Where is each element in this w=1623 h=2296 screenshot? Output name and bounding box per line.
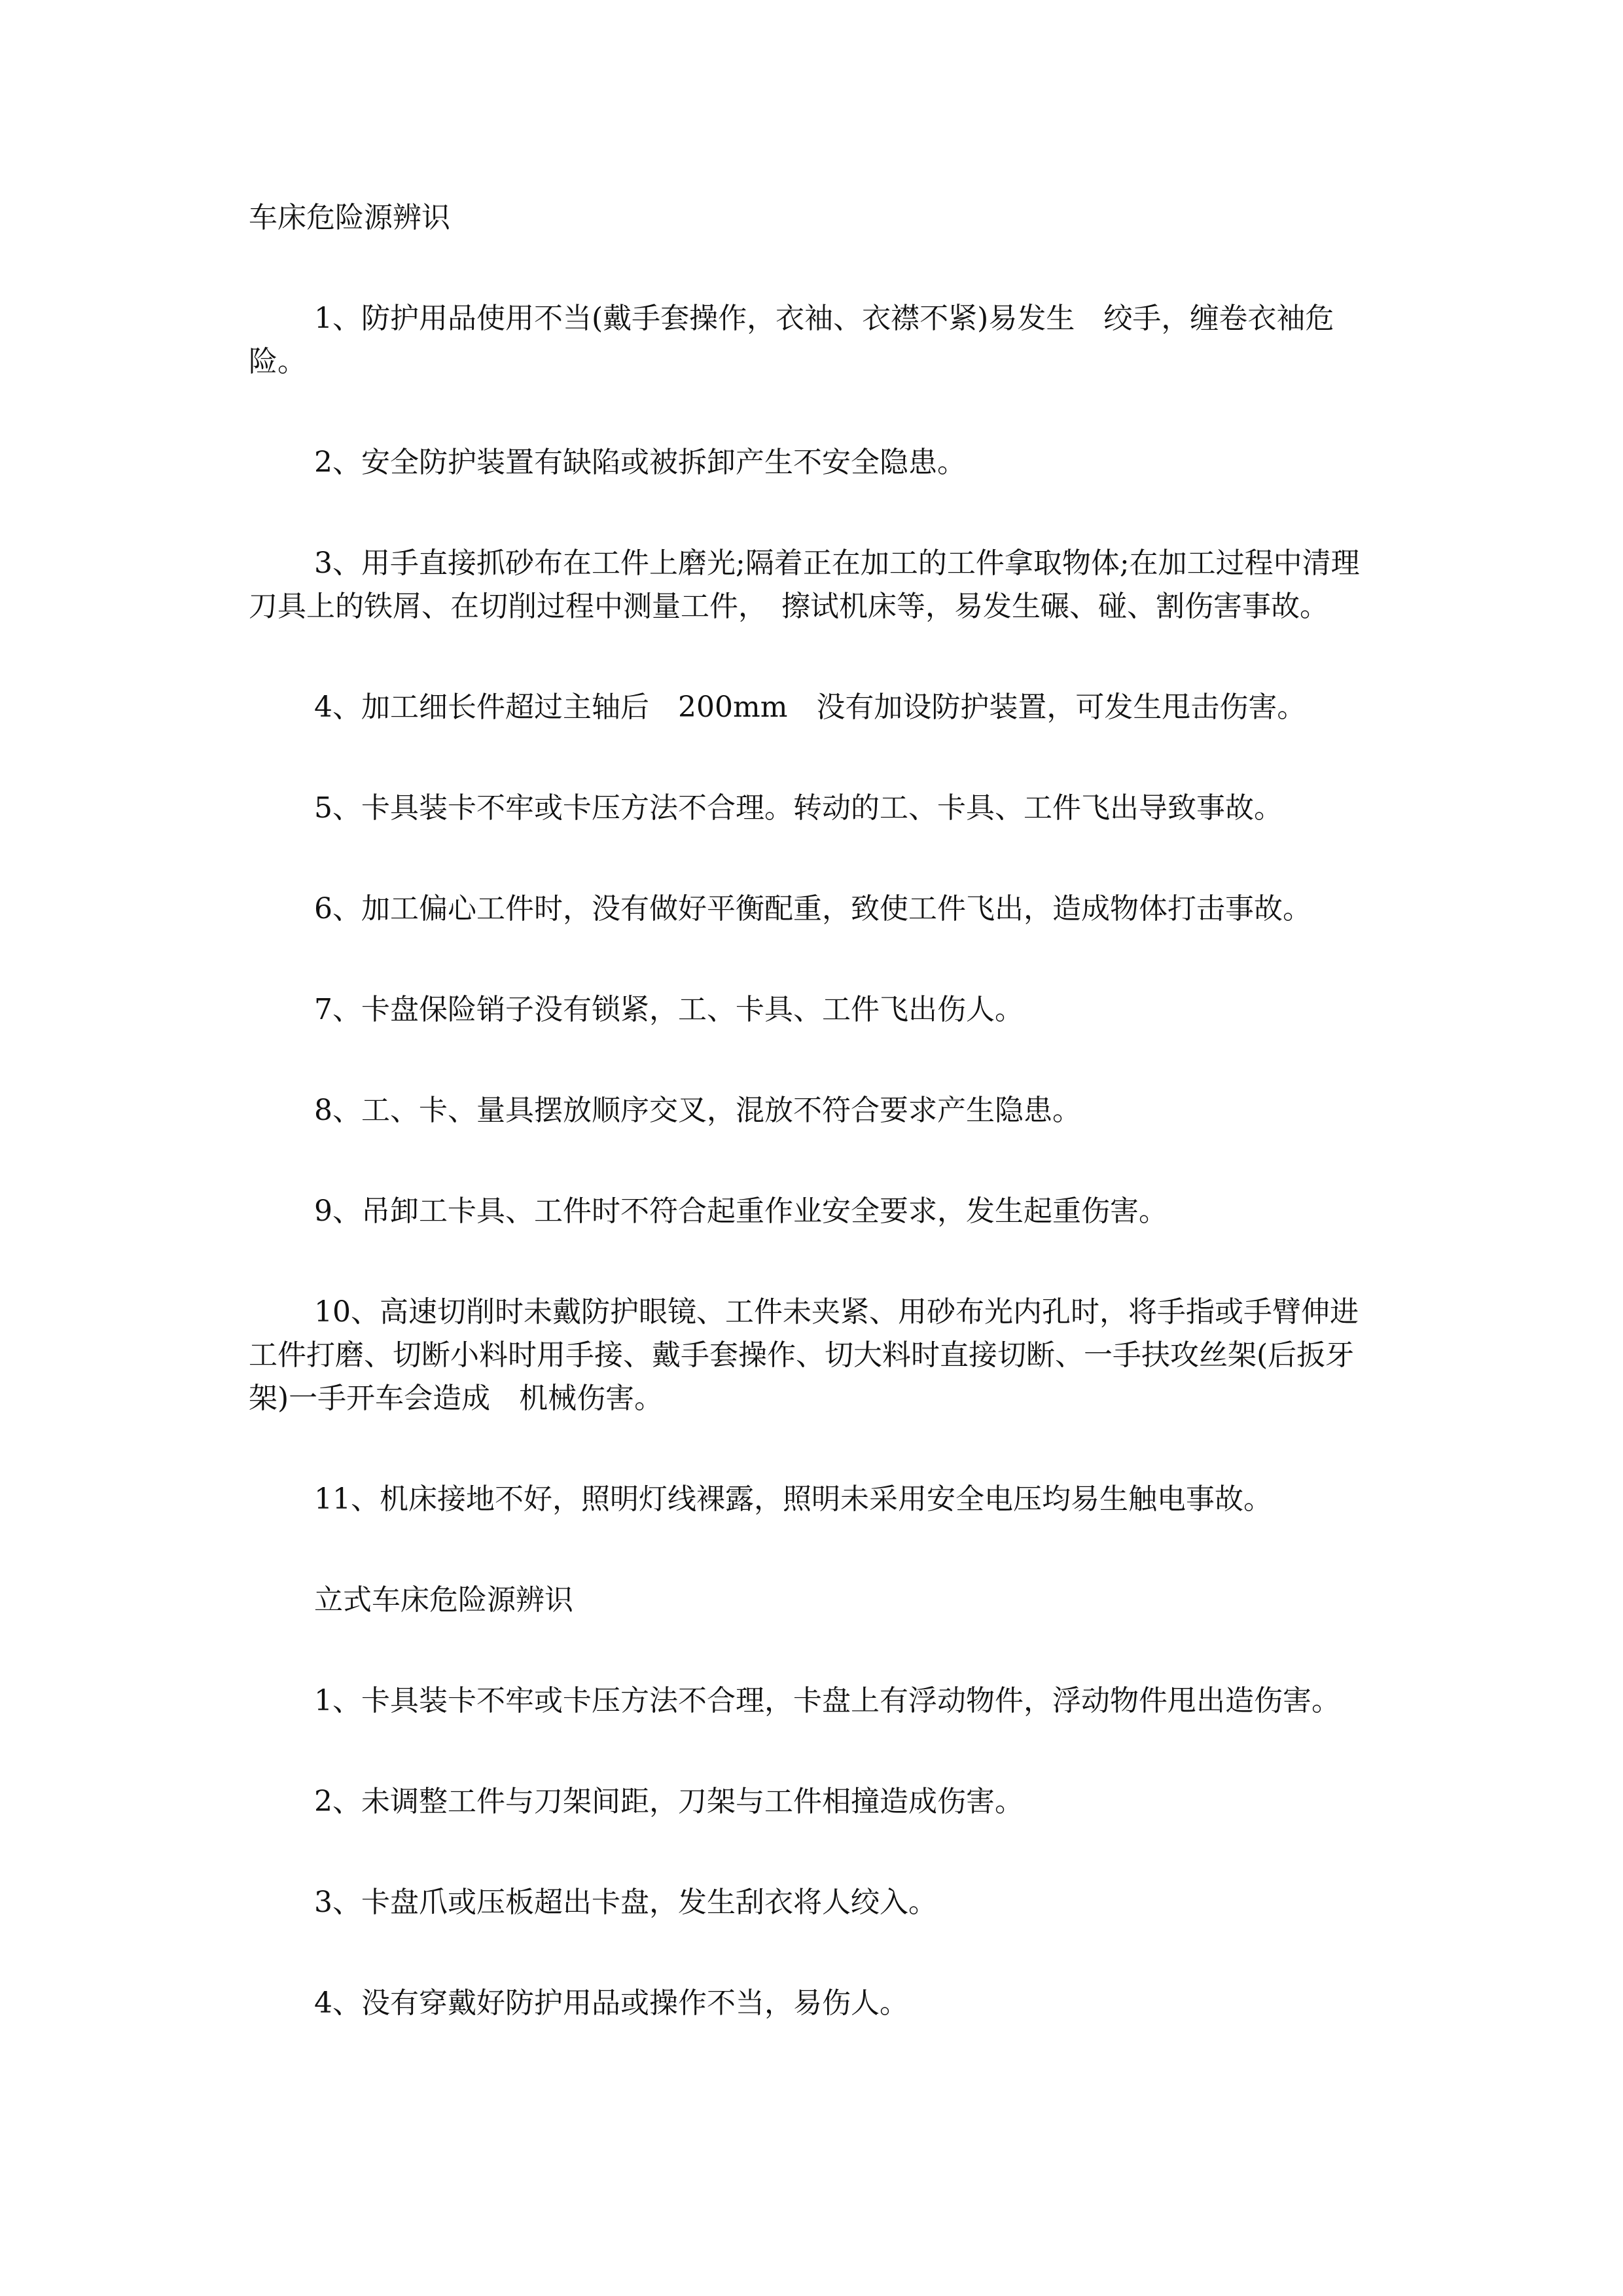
- hazard-item: 9、吊卸工卡具、工件时不符合起重作业安全要求，发生起重伤害。: [314, 1194, 1168, 1228]
- hazard-item: 10、高速切削时未戴防护眼镜、工件未夹紧、用砂布光内孔时，将手指或手臂伸进工件打磨、切断小料时用手接、戴手套操作、切大料时直接切断、一手扶攻丝架(后扳牙架)一手开车会造成 机械伤害。: [249, 1295, 1359, 1415]
- hazard-item: 1、防护用品使用不当(戴手套操作，衣袖、衣襟不紧)易发生 绞手，缠卷衣袖危险。: [249, 302, 1334, 378]
- hazard-item: 4、没有穿戴好防护用品或操作不当，易伤人。: [314, 1986, 908, 2020]
- hazard-item: 4、加工细长件超过主轴后 200mm 没有加设防护装置，可发生甩击伤害。: [314, 691, 1306, 724]
- document-body: [249, 196, 1374, 2083]
- document-title: 车床危险源辨识: [249, 201, 450, 234]
- hazard-item: 1、卡具装卡不牢或卡压方法不合理，卡盘上有浮动物件，浮动物件甩出造伤害。: [314, 1684, 1340, 1717]
- hazard-item: 2、未调整工件与刀架间距，刀架与工件相撞造成伤害。: [314, 1785, 1024, 1818]
- hazard-item: 2、安全防护装置有缺陷或被拆卸产生不安全隐患。: [314, 446, 966, 479]
- section-subtitle: 立式车床危险源辨识: [314, 1583, 573, 1617]
- hazard-item: 11、机床接地不好，照明灯线裸露，照明未采用安全电压均易生触电事故。: [314, 1482, 1272, 1516]
- hazard-item: 5、卡具装卡不牢或卡压方法不合理。转动的工、卡具、工件飞出导致事故。: [314, 791, 1283, 825]
- hazard-item: 7、卡盘保险销子没有锁紧，工、卡具、工件飞出伤人。: [314, 993, 1024, 1026]
- hazard-item: 3、卡盘爪或压板超出卡盘，发生刮衣将人绞入。: [314, 1886, 937, 1919]
- hazard-item: 3、用手直接抓砂布在工件上磨光;隔着正在加工的工件拿取物体;在加工过程中清理刀具上的铁屑、在切削过程中测量工件， 擦试机床等，易发生碾、碰、割伤害事故。: [249, 547, 1360, 623]
- hazard-item: 8、工、卡、量具摆放顺序交叉，混放不符合要求产生隐患。: [314, 1094, 1081, 1127]
- hazard-item: 6、加工偏心工件时，没有做好平衡配重，致使工件飞出，造成物体打击事故。: [314, 892, 1311, 925]
